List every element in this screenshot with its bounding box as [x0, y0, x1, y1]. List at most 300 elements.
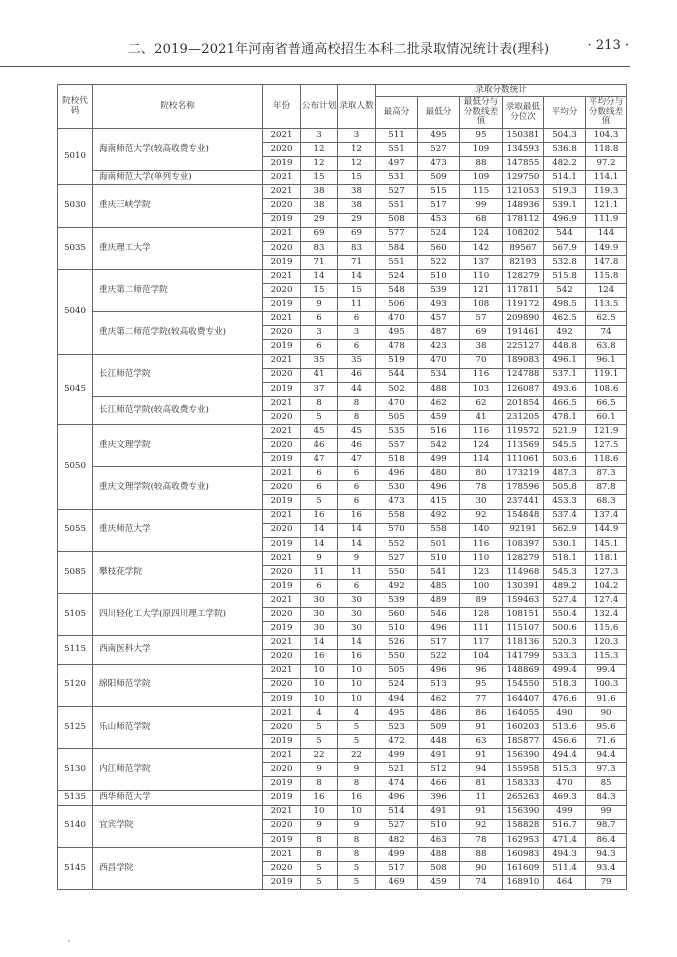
table-row — [58, 805, 627, 819]
cell-min: 453 — [418, 213, 460, 227]
cell-year: 2019 — [263, 622, 301, 636]
cell-year: 2021 — [263, 185, 301, 199]
school-name: 重庆理工大学 — [93, 227, 263, 269]
cell-min-rank: 108397 — [503, 537, 544, 551]
cell-plan: 10 — [301, 678, 338, 692]
cell-avg: 516.7 — [544, 819, 586, 833]
cell-min-rank: 168910 — [503, 875, 544, 889]
school-code: 5135 — [58, 791, 93, 805]
cell-min-rank: 89567 — [503, 241, 544, 255]
cell-year: 2021 — [263, 312, 301, 326]
cell-plan: 14 — [301, 269, 338, 283]
cell-avg: 489.2 — [544, 580, 586, 594]
school-code: 5125 — [58, 706, 93, 748]
cell-min-diff: 103 — [460, 382, 503, 396]
scan-speck — [68, 940, 70, 942]
table-row — [58, 791, 627, 805]
cell-min-diff: 140 — [460, 523, 503, 537]
cell-max: 494 — [376, 692, 418, 706]
cell-min: 462 — [418, 396, 460, 410]
cell-avg: 545.3 — [544, 565, 586, 579]
school-code: 5030 — [58, 185, 93, 227]
table-row — [58, 269, 627, 283]
cell-plan: 71 — [301, 255, 338, 269]
cell-admitted: 44 — [338, 382, 376, 396]
cell-year: 2020 — [263, 608, 301, 622]
table-row — [58, 129, 627, 143]
cell-min-rank: 130391 — [503, 580, 544, 594]
cell-year: 2020 — [263, 819, 301, 833]
cell-avg-diff: 120.3 — [586, 636, 627, 650]
cell-avg-diff: 98.7 — [586, 819, 627, 833]
cell-min: 534 — [418, 368, 460, 382]
cell-year: 2020 — [263, 565, 301, 579]
cell-plan: 35 — [301, 354, 338, 368]
school-code: 5035 — [58, 227, 93, 269]
cell-avg: 456.6 — [544, 735, 586, 749]
cell-year: 2019 — [263, 777, 301, 791]
cell-plan: 11 — [301, 565, 338, 579]
cell-min: 488 — [418, 847, 460, 861]
cell-min-rank: 158828 — [503, 819, 544, 833]
col-min-rank: 录取最低分位次 — [503, 97, 544, 129]
col-max: 最高分 — [376, 97, 418, 129]
cell-year: 2020 — [263, 439, 301, 453]
school-name: 长江师范学院(较高收费专业) — [93, 396, 263, 424]
cell-max: 550 — [376, 565, 418, 579]
cell-min: 510 — [418, 819, 460, 833]
cell-year: 2021 — [263, 509, 301, 523]
cell-avg-diff: 118.1 — [586, 551, 627, 565]
cell-avg: 567.9 — [544, 241, 586, 255]
cell-min-rank: 119572 — [503, 424, 544, 438]
cell-avg-diff: 94.4 — [586, 749, 627, 763]
cell-min: 491 — [418, 749, 460, 763]
cell-plan: 15 — [301, 284, 338, 298]
cell-min-diff: 95 — [460, 129, 503, 143]
cell-min: 542 — [418, 439, 460, 453]
school-name: 攀枝花学院 — [93, 551, 263, 593]
cell-avg-diff: 121.1 — [586, 199, 627, 213]
cell-avg: 536.8 — [544, 143, 586, 157]
cell-plan: 5 — [301, 720, 338, 734]
cell-min-diff: 90 — [460, 861, 503, 875]
cell-min-diff: 78 — [460, 833, 503, 847]
cell-plan: 37 — [301, 382, 338, 396]
cell-min: 480 — [418, 467, 460, 481]
cell-plan: 6 — [301, 312, 338, 326]
cell-year: 2020 — [263, 241, 301, 255]
cell-admitted: 6 — [338, 467, 376, 481]
cell-avg: 537.4 — [544, 509, 586, 523]
col-avg-diff: 平均分与分数线差值 — [586, 97, 627, 129]
cell-plan: 9 — [301, 551, 338, 565]
cell-avg-diff: 100.3 — [586, 678, 627, 692]
cell-avg: 530.1 — [544, 537, 586, 551]
cell-avg-diff: 93.4 — [586, 861, 627, 875]
cell-max: 539 — [376, 594, 418, 608]
cell-avg: 466.5 — [544, 396, 586, 410]
cell-admitted: 16 — [338, 650, 376, 664]
cell-min-diff: 110 — [460, 269, 503, 283]
cell-min-rank: 159463 — [503, 594, 544, 608]
cell-min: 423 — [418, 340, 460, 354]
cell-year: 2021 — [263, 847, 301, 861]
cell-min-diff: 96 — [460, 664, 503, 678]
cell-min-diff: 142 — [460, 241, 503, 255]
cell-min-diff: 114 — [460, 453, 503, 467]
cell-min: 396 — [418, 791, 460, 805]
cell-year: 2019 — [263, 298, 301, 312]
cell-max: 505 — [376, 410, 418, 424]
school-code: 5085 — [58, 551, 93, 593]
cell-min-diff: 70 — [460, 354, 503, 368]
cell-admitted: 9 — [338, 819, 376, 833]
cell-avg-diff: 147.8 — [586, 255, 627, 269]
cell-min-diff: 108 — [460, 298, 503, 312]
school-code: 5045 — [58, 354, 93, 424]
col-code: 院校代码 — [58, 85, 93, 129]
cell-min-diff: 99 — [460, 199, 503, 213]
cell-admitted: 6 — [338, 312, 376, 326]
cell-year: 2020 — [263, 368, 301, 382]
cell-min-diff: 109 — [460, 143, 503, 157]
cell-min: 560 — [418, 241, 460, 255]
cell-year: 2021 — [263, 227, 301, 241]
cell-avg: 550.4 — [544, 608, 586, 622]
cell-avg: 464 — [544, 875, 586, 889]
cell-avg: 499 — [544, 805, 586, 819]
cell-avg: 537.1 — [544, 368, 586, 382]
cell-avg: 511.4 — [544, 861, 586, 875]
cell-avg: 521.9 — [544, 424, 586, 438]
cell-avg-diff: 60.1 — [586, 410, 627, 424]
cell-avg: 527.4 — [544, 594, 586, 608]
cell-max: 496 — [376, 791, 418, 805]
cell-admitted: 5 — [338, 861, 376, 875]
table-row — [58, 312, 627, 326]
cell-max: 502 — [376, 382, 418, 396]
cell-max: 526 — [376, 636, 418, 650]
cell-max: 469 — [376, 875, 418, 889]
cell-avg-diff: 144 — [586, 227, 627, 241]
table-body — [58, 129, 627, 890]
cell-avg-diff: 104.2 — [586, 580, 627, 594]
table-row — [58, 636, 627, 650]
cell-year: 2020 — [263, 523, 301, 537]
cell-year: 2019 — [263, 213, 301, 227]
header-rule — [0, 66, 630, 67]
cell-avg-diff: 145.1 — [586, 537, 627, 551]
cell-avg: 515.8 — [544, 269, 586, 283]
cell-avg: 471.4 — [544, 833, 586, 847]
cell-max: 514 — [376, 805, 418, 819]
cell-avg: 487.3 — [544, 467, 586, 481]
col-avg: 平均分 — [544, 97, 586, 129]
cell-min-rank: 231205 — [503, 410, 544, 424]
cell-avg: 539.1 — [544, 199, 586, 213]
cell-plan: 3 — [301, 326, 338, 340]
cell-min-rank: 148869 — [503, 664, 544, 678]
cell-admitted: 5 — [338, 875, 376, 889]
cell-plan: 10 — [301, 692, 338, 706]
cell-min: 470 — [418, 354, 460, 368]
cell-admitted: 83 — [338, 241, 376, 255]
cell-min: 487 — [418, 326, 460, 340]
cell-min-diff: 41 — [460, 410, 503, 424]
cell-min-rank: 154848 — [503, 509, 544, 523]
cell-avg: 499.4 — [544, 664, 586, 678]
cell-min-diff: 109 — [460, 171, 503, 185]
cell-avg-diff: 132.4 — [586, 608, 627, 622]
cell-year: 2021 — [263, 129, 301, 143]
cell-plan: 16 — [301, 650, 338, 664]
cell-avg-diff: 66.5 — [586, 396, 627, 410]
cell-admitted: 38 — [338, 199, 376, 213]
school-name: 西南医科大学 — [93, 636, 263, 664]
cell-avg: 482.2 — [544, 157, 586, 171]
cell-min-rank: 150381 — [503, 129, 544, 143]
cell-admitted: 12 — [338, 157, 376, 171]
school-code: 5055 — [58, 509, 93, 551]
cell-admitted: 71 — [338, 255, 376, 269]
cell-plan: 12 — [301, 157, 338, 171]
cell-year: 2020 — [263, 861, 301, 875]
cell-plan: 29 — [301, 213, 338, 227]
cell-year: 2019 — [263, 255, 301, 269]
cell-avg-diff: 144.9 — [586, 523, 627, 537]
admission-table — [57, 84, 627, 890]
cell-min-diff: 63 — [460, 735, 503, 749]
school-name: 海南师范大学(单列专业) — [93, 171, 263, 185]
cell-admitted: 5 — [338, 720, 376, 734]
cell-admitted: 14 — [338, 537, 376, 551]
cell-avg: 500.6 — [544, 622, 586, 636]
cell-min-diff: 137 — [460, 255, 503, 269]
cell-min: 510 — [418, 551, 460, 565]
cell-admitted: 9 — [338, 551, 376, 565]
cell-min: 508 — [418, 861, 460, 875]
cell-admitted: 11 — [338, 298, 376, 312]
cell-max: 470 — [376, 312, 418, 326]
cell-min-diff: 91 — [460, 805, 503, 819]
cell-admitted: 15 — [338, 284, 376, 298]
cell-avg: 533.3 — [544, 650, 586, 664]
cell-plan: 6 — [301, 340, 338, 354]
table-row — [58, 467, 627, 481]
cell-plan: 45 — [301, 424, 338, 438]
table-row — [58, 396, 627, 410]
cell-max: 527 — [376, 551, 418, 565]
cell-min-diff: 116 — [460, 368, 503, 382]
cell-plan: 22 — [301, 749, 338, 763]
cell-min: 448 — [418, 735, 460, 749]
cell-plan: 6 — [301, 481, 338, 495]
cell-min-rank: 162953 — [503, 833, 544, 847]
cell-year: 2021 — [263, 749, 301, 763]
cell-admitted: 5 — [338, 735, 376, 749]
cell-max: 535 — [376, 424, 418, 438]
cell-min-diff: 92 — [460, 509, 503, 523]
cell-admitted: 8 — [338, 777, 376, 791]
cell-plan: 8 — [301, 847, 338, 861]
cell-year: 2020 — [263, 678, 301, 692]
cell-min-rank: 128279 — [503, 269, 544, 283]
cell-min-rank: 148936 — [503, 199, 544, 213]
cell-avg-diff: 119.3 — [586, 185, 627, 199]
cell-max: 521 — [376, 763, 418, 777]
cell-plan: 5 — [301, 875, 338, 889]
cell-max: 508 — [376, 213, 418, 227]
cell-min: 493 — [418, 298, 460, 312]
school-code: 5145 — [58, 847, 93, 889]
cell-max: 510 — [376, 622, 418, 636]
cell-min-diff: 91 — [460, 749, 503, 763]
cell-min-rank: 265263 — [503, 791, 544, 805]
cell-min-diff: 78 — [460, 481, 503, 495]
cell-year: 2021 — [263, 424, 301, 438]
cell-avg-diff: 115.6 — [586, 622, 627, 636]
cell-year: 2019 — [263, 537, 301, 551]
cell-min-diff: 115 — [460, 185, 503, 199]
cell-year: 2019 — [263, 735, 301, 749]
cell-max: 472 — [376, 735, 418, 749]
cell-min-diff: 88 — [460, 847, 503, 861]
cell-min-rank: 160203 — [503, 720, 544, 734]
cell-avg-diff: 127.4 — [586, 594, 627, 608]
cell-min-diff: 94 — [460, 763, 503, 777]
cell-min-rank: 191461 — [503, 326, 544, 340]
cell-avg-diff: 115.3 — [586, 650, 627, 664]
cell-plan: 16 — [301, 509, 338, 523]
cell-min: 489 — [418, 594, 460, 608]
cell-year: 2020 — [263, 199, 301, 213]
school-code: 5115 — [58, 636, 93, 664]
cell-admitted: 8 — [338, 833, 376, 847]
cell-min-diff: 62 — [460, 396, 503, 410]
cell-min: 515 — [418, 185, 460, 199]
cell-year: 2021 — [263, 171, 301, 185]
cell-avg-diff: 119.1 — [586, 368, 627, 382]
cell-admitted: 47 — [338, 453, 376, 467]
cell-year: 2021 — [263, 551, 301, 565]
table-row — [58, 664, 627, 678]
cell-min: 522 — [418, 650, 460, 664]
cell-max: 496 — [376, 467, 418, 481]
cell-plan: 47 — [301, 453, 338, 467]
cell-min-rank: 111061 — [503, 453, 544, 467]
cell-year: 2021 — [263, 594, 301, 608]
col-min-diff: 最低分与分数线差值 — [460, 97, 503, 129]
cell-min: 485 — [418, 580, 460, 594]
table-row — [58, 509, 627, 523]
cell-min-rank: 118136 — [503, 636, 544, 650]
cell-avg: 518.1 — [544, 551, 586, 565]
cell-avg-diff: 86.4 — [586, 833, 627, 847]
cell-min-diff: 128 — [460, 608, 503, 622]
cell-min-diff: 77 — [460, 692, 503, 706]
cell-max: 478 — [376, 340, 418, 354]
cell-max: 482 — [376, 833, 418, 847]
cell-admitted: 46 — [338, 439, 376, 453]
cell-avg: 513.6 — [544, 720, 586, 734]
cell-max: 548 — [376, 284, 418, 298]
cell-min: 488 — [418, 382, 460, 396]
cell-year: 2020 — [263, 650, 301, 664]
cell-min-rank: 108151 — [503, 608, 544, 622]
cell-year: 2020 — [263, 763, 301, 777]
cell-admitted: 10 — [338, 664, 376, 678]
school-name: 重庆师范大学 — [93, 509, 263, 551]
cell-avg: 448.8 — [544, 340, 586, 354]
cell-min: 491 — [418, 805, 460, 819]
cell-min-rank: 114968 — [503, 565, 544, 579]
cell-min-diff: 123 — [460, 565, 503, 579]
cell-max: 527 — [376, 819, 418, 833]
cell-avg-diff: 118.8 — [586, 143, 627, 157]
cell-max: 552 — [376, 537, 418, 551]
cell-min-diff: 81 — [460, 777, 503, 791]
cell-plan: 14 — [301, 523, 338, 537]
cell-plan: 46 — [301, 439, 338, 453]
cell-avg-diff: 114.1 — [586, 171, 627, 185]
school-name: 长江师范学院 — [93, 354, 263, 396]
cell-max: 495 — [376, 326, 418, 340]
cell-avg-diff: 149.9 — [586, 241, 627, 255]
cell-min-rank: 115107 — [503, 622, 544, 636]
cell-min-diff: 68 — [460, 213, 503, 227]
cell-min-diff: 116 — [460, 537, 503, 551]
cell-admitted: 46 — [338, 368, 376, 382]
cell-min-diff: 121 — [460, 284, 503, 298]
cell-avg: 476.6 — [544, 692, 586, 706]
cell-min: 517 — [418, 636, 460, 650]
cell-avg: 494.4 — [544, 749, 586, 763]
table-row — [58, 749, 627, 763]
cell-min-diff: 111 — [460, 622, 503, 636]
school-name: 重庆文理学院 — [93, 424, 263, 466]
cell-avg-diff: 62.5 — [586, 312, 627, 326]
cell-min: 496 — [418, 664, 460, 678]
cell-min-diff: 95 — [460, 678, 503, 692]
cell-avg: 453.3 — [544, 495, 586, 509]
cell-year: 2019 — [263, 580, 301, 594]
cell-year: 2019 — [263, 833, 301, 847]
cell-avg-diff: 91.6 — [586, 692, 627, 706]
cell-admitted: 38 — [338, 185, 376, 199]
school-name: 海南师范大学(较高收费专业) — [93, 129, 263, 171]
cell-max: 470 — [376, 396, 418, 410]
cell-avg-diff: 127.5 — [586, 439, 627, 453]
cell-avg-diff: 99.4 — [586, 664, 627, 678]
cell-year: 2019 — [263, 453, 301, 467]
cell-max: 506 — [376, 298, 418, 312]
cell-avg: 515.3 — [544, 763, 586, 777]
cell-min: 459 — [418, 875, 460, 889]
cell-max: 550 — [376, 650, 418, 664]
cell-min-diff: 30 — [460, 495, 503, 509]
cell-min: 558 — [418, 523, 460, 537]
cell-admitted: 4 — [338, 706, 376, 720]
cell-plan: 38 — [301, 185, 338, 199]
cell-year: 2021 — [263, 805, 301, 819]
cell-max: 499 — [376, 847, 418, 861]
cell-admitted: 11 — [338, 565, 376, 579]
cell-avg-diff: 118.6 — [586, 453, 627, 467]
cell-max: 557 — [376, 439, 418, 453]
cell-min: 501 — [418, 537, 460, 551]
cell-min: 486 — [418, 706, 460, 720]
